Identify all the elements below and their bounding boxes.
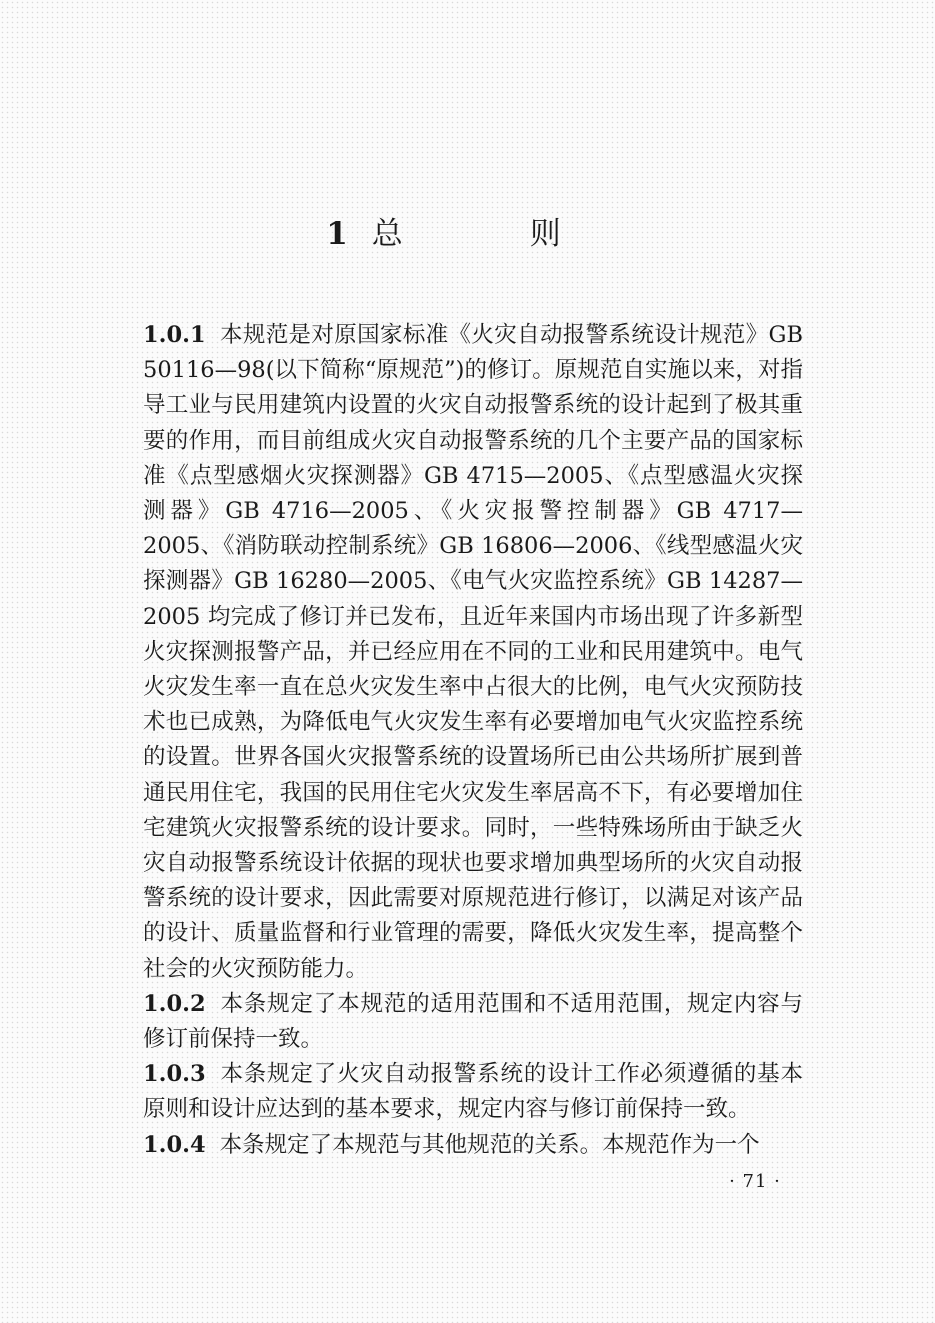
clause-text: 本条规定了本规范与其他规范的关系。本规范作为一个 (219, 1131, 760, 1158)
clause-number: 1.0.1 (143, 322, 206, 348)
chapter-number: 1 (326, 216, 350, 252)
clause-text: 本条规定了火灾自动报警系统的设计工作必须遵循的基本原则和设计应达到的基本要求，规定内容与修订前保持一致。 (143, 1061, 803, 1123)
clause-number: 1.0.4 (143, 1131, 206, 1158)
clause-1-0-1 (143, 318, 803, 987)
clause-1-0-3 (143, 1057, 803, 1127)
clause-text: 本规范是对原国家标准《火灾自动报警系统设计规范》GB 50116—98(以下简称“原规范”)的修订。原规范自实施以来，对指导工业与民用建筑内设置的火灾自动报警系统的设计起到了极其重要的作用，而目前组成火灾自动报警系统的几个主要产品的国家标准《点型感烟火灾探测器》GB 4715—2005、《点型感温火灾探测器》GB 4716—2005、《火灾报警控制器》GB 4717—2005、《消防联动控制系统》GB 16806—2006、《线型感温火灾探测器》GB 16280—2005、《电气火灾监控系统》GB 14287—2005 均完成了修订并已发布，且近年来国内市场出现了许多新型火灾探测报警产品，并已经应用在不同的工业和民用建筑中。电气火灾发生率一直在总火灾发生率中占很大的比例，电气火灾预防技术也已成熟，为降低电气火灾发生率有必要增加电气火灾监控系统的设置。世界各国火灾报警系统的设置场所已由公共场所扩展到普通民用住宅，我国的民用住宅火灾发生率居高不下，有必要增加住宅建筑火灾报警系统的设计要求。同时，一些特殊场所由于缺乏火灾自动报警系统设计依据的现状也要求增加典型场所的火灾自动报警系统的设计要求，因此需要对原规范进行修订，以满足对该产品的设计、质量监督和行业管理的需要，降低火灾发生率，提高整个社会的火灾预防能力。 (143, 322, 803, 982)
clause-1-0-2 (143, 987, 803, 1057)
page-number: · 71 · (729, 1171, 781, 1192)
clause-1-0-4 (143, 1128, 803, 1163)
clause-text: 本条规定了本规范的适用范围和不适用范围，规定内容与修订前保持一致。 (143, 990, 803, 1053)
chapter-heading: 总 则 (371, 216, 609, 252)
clause-number: 1.0.3 (143, 1061, 206, 1088)
chapter-title (0, 212, 935, 256)
body-text (143, 318, 803, 1163)
clause-number: 1.0.2 (143, 990, 206, 1017)
